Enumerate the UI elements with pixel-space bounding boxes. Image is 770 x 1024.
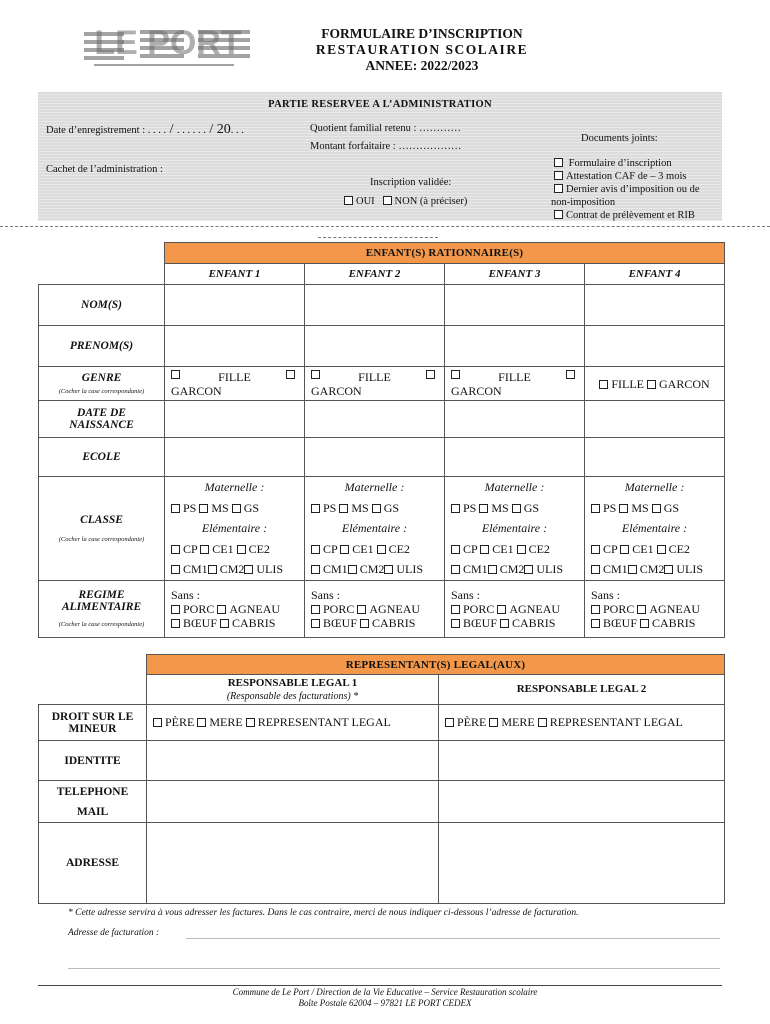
row-label-telephone-mail: TELEPHONE MAIL [39,781,147,823]
ulis-checkbox[interactable] [664,565,673,574]
gs-checkbox[interactable] [512,504,521,513]
droit-cell: PÈRE MERE REPRESENTANT LEGAL [147,705,439,741]
cabris-checkbox[interactable] [640,619,649,628]
droit-cell: PÈRE MERE REPRESENTANT LEGAL [439,705,725,741]
boeuf-checkbox[interactable] [591,619,600,628]
row-label-date-naissance: DATE DE NAISSANCE [39,401,165,438]
representatives-table [38,654,725,904]
cabris-checkbox[interactable] [220,619,229,628]
ce2-checkbox[interactable] [377,545,386,554]
ms-checkbox[interactable] [619,504,628,513]
cp-checkbox[interactable] [591,545,600,554]
quotient-familial: Quotient familial retenu : ………… [310,123,462,134]
regime-cell: Sans : PORC AGNEAU BŒUF CABRIS [585,580,725,637]
porc-checkbox[interactable] [171,605,180,614]
fille-checkbox[interactable] [451,370,460,379]
regime-cell: Sans : PORC AGNEAU BŒUF CABRIS [445,580,585,637]
prenom-field[interactable] [585,326,725,367]
column-responsable-1: RESPONSABLE LEGAL 1 (Responsable des facturations) * [147,675,439,705]
billing-address-line-2[interactable] [68,968,720,969]
ce1-checkbox[interactable] [480,545,489,554]
ms-checkbox[interactable] [339,504,348,513]
svg-text:LE PORT: LE PORT [94,24,242,62]
column-enfant-4: ENFANT 4 [585,264,725,285]
pere-checkbox[interactable] [153,718,162,727]
ce1-checkbox[interactable] [620,545,629,554]
telephone-mail-field[interactable] [439,781,725,823]
column-enfant-2: ENFANT 2 [305,264,445,285]
cp-checkbox[interactable] [171,545,180,554]
footer-line-2: Boîte Postale 62004 – 97821 LE PORT CEDEX [298,998,472,1008]
date-naissance-field[interactable] [305,401,445,438]
cp-checkbox[interactable] [311,545,320,554]
cm1-checkbox[interactable] [451,565,460,574]
doc-checkbox[interactable] [554,184,563,193]
row-label-classe: CLASSE (Cocher la case correspondante) [39,477,165,581]
agneau-checkbox[interactable] [497,605,506,614]
regime-cell: Sans : PORC AGNEAU BŒUF CABRIS [305,580,445,637]
telephone-mail-field[interactable] [147,781,439,823]
cp-checkbox[interactable] [451,545,460,554]
footer-line-1: Commune de Le Port / Direction de la Vie Educative – Service Restauration scolaire [232,987,538,997]
ulis-checkbox[interactable] [244,565,253,574]
ps-checkbox[interactable] [591,504,600,513]
boeuf-checkbox[interactable] [171,619,180,628]
cm1-checkbox[interactable] [171,565,180,574]
cm2-checkbox[interactable] [208,565,217,574]
cm2-checkbox[interactable] [488,565,497,574]
title-line-1: FORMULAIRE D’INSCRIPTION [321,26,523,41]
footer-rule [38,985,722,986]
genre-cell: FILLE GARCON [445,367,585,401]
admin-reserved-section [38,92,722,221]
children-section-title: ENFANT(S) RATIONNAIRE(S) [165,243,725,264]
rep-legal-checkbox[interactable] [538,718,547,727]
cm2-checkbox[interactable] [628,565,637,574]
gs-checkbox[interactable] [232,504,241,513]
documents-list: Formulaire d’inscription Attestation CAF de – 3 mois Dernier avis d’imposition ou de non-imposition Contrat de prélèvement et RIB [551,158,700,221]
agneau-checkbox[interactable] [637,605,646,614]
oui-checkbox[interactable] [344,196,353,205]
representatives-section-title: REPRESENTANT(S) LEGAL(AUX) [147,655,725,675]
adresse-field[interactable] [147,823,439,904]
row-label-identite: IDENTITE [39,741,147,781]
prenom-field[interactable] [165,326,305,367]
nom-field[interactable] [445,285,585,326]
cabris-checkbox[interactable] [360,619,369,628]
regime-cell: Sans : PORC AGNEAU BŒUF CABRIS [165,580,305,637]
montant-forfaitaire: Montant forfaitaire : ……………… [310,141,462,152]
garcon-checkbox[interactable] [286,370,295,379]
fille-checkbox[interactable] [171,370,180,379]
title-line-2: RESTAURATION SCOLAIRE [315,42,529,57]
ecole-field[interactable] [305,438,445,477]
garcon-checkbox[interactable] [566,370,575,379]
ulis-checkbox[interactable] [524,565,533,574]
porc-checkbox[interactable] [451,605,460,614]
classe-cell: Maternelle : PS MS GS Elémentaire : CP CE1 CE2 CM1 CM2 ULIS [165,477,305,581]
admin-title: PARTIE RESERVEE A L’ADMINISTRATION [268,99,492,110]
identite-field[interactable] [439,741,725,781]
ecole-field[interactable] [165,438,305,477]
ps-checkbox[interactable] [171,504,180,513]
cm1-checkbox[interactable] [311,565,320,574]
date-naissance-field[interactable] [445,401,585,438]
mere-checkbox[interactable] [197,718,206,727]
prenom-field[interactable] [305,326,445,367]
separator-dashed-short [318,237,438,238]
classe-cell: Maternelle : PS MS GS Elémentaire : CP CE1 CE2 CM1 CM2 ULIS [445,477,585,581]
agneau-checkbox[interactable] [217,605,226,614]
row-label-nom: NOM(S) [39,285,165,326]
nom-field[interactable] [585,285,725,326]
billing-note: * Cette adresse servira à vous adresser les factures. Dans le cas contraire, merci de nous indiquer ci-dessous l’adresse de facturation. [68,908,579,918]
fille-checkbox[interactable] [311,370,320,379]
boeuf-checkbox[interactable] [311,619,320,628]
inscription-validee-label: Inscription validée: [370,177,452,188]
cm1-checkbox[interactable] [591,565,600,574]
gs-checkbox[interactable] [372,504,381,513]
pere-checkbox[interactable] [445,718,454,727]
row-label-ecole: ECOLE [39,438,165,477]
ce1-checkbox[interactable] [200,545,209,554]
mere-checkbox[interactable] [489,718,498,727]
ulis-checkbox[interactable] [384,565,393,574]
doc-checkbox[interactable] [554,158,563,167]
billing-address-line-1[interactable] [186,938,720,939]
admin-stamp-label: Cachet de l’administration : [46,164,163,175]
column-enfant-3: ENFANT 3 [445,264,585,285]
porc-checkbox[interactable] [311,605,320,614]
validation-options: OUI NON (à préciser) [344,196,467,207]
ecole-field[interactable] [445,438,585,477]
doc-checkbox[interactable] [554,210,563,219]
garcon-checkbox[interactable] [426,370,435,379]
ce1-checkbox[interactable] [340,545,349,554]
rep-legal-checkbox[interactable] [246,718,255,727]
children-table [38,242,725,638]
row-label-prenom: PRENOM(S) [39,326,165,367]
classe-cell: Maternelle : PS MS GS Elémentaire : CP CE1 CE2 CM1 CM2 ULIS [305,477,445,581]
ecole-field[interactable] [585,438,725,477]
separator-dashed [0,226,770,227]
identite-field[interactable] [147,741,439,781]
adresse-field[interactable] [439,823,725,904]
garcon-checkbox[interactable] [647,380,656,389]
column-enfant-1: ENFANT 1 [165,264,305,285]
genre-cell: FILLE GARCON [585,367,725,401]
documents-joints-title: Documents joints: [581,133,658,144]
ce2-checkbox[interactable] [517,545,526,554]
prenom-field[interactable] [445,326,585,367]
boeuf-checkbox[interactable] [451,619,460,628]
porc-checkbox[interactable] [591,605,600,614]
classe-cell: Maternelle : PS MS GS Elémentaire : CP CE1 CE2 CM1 CM2 ULIS [585,477,725,581]
commune-logo [80,4,256,74]
form-title [252,26,592,74]
date-naissance-field[interactable] [585,401,725,438]
genre-cell: FILLE GARCON [165,367,305,401]
date-naissance-field[interactable] [165,401,305,438]
genre-cell: FILLE GARCON [305,367,445,401]
fille-checkbox[interactable] [599,380,608,389]
row-label-adresse: ADRESSE [39,823,147,904]
cm2-checkbox[interactable] [348,565,357,574]
doc-checkbox[interactable] [554,171,563,180]
ce2-checkbox[interactable] [657,545,666,554]
ce2-checkbox[interactable] [237,545,246,554]
non-checkbox[interactable] [383,196,392,205]
row-label-regime: REGIME ALIMENTAIRE (Cocher la case correspondante) [39,580,165,637]
agneau-checkbox[interactable] [357,605,366,614]
gs-checkbox[interactable] [652,504,661,513]
nom-field[interactable] [305,285,445,326]
row-label-droit: DROIT SUR LE MINEUR [39,705,147,741]
title-line-3: ANNEE: 2022/2023 [365,58,479,73]
row-label-genre: GENRE (Cocher la case correspondante) [39,367,165,401]
billing-address-label: Adresse de facturation : [68,928,160,938]
ps-checkbox[interactable] [311,504,320,513]
cabris-checkbox[interactable] [500,619,509,628]
nom-field[interactable] [165,285,305,326]
ps-checkbox[interactable] [451,504,460,513]
registration-date: Date d’enregistrement : . . . . / . . . . . . / 20. . . [46,122,244,137]
ms-checkbox[interactable] [199,504,208,513]
column-responsable-2: RESPONSABLE LEGAL 2 [439,675,725,705]
ms-checkbox[interactable] [479,504,488,513]
